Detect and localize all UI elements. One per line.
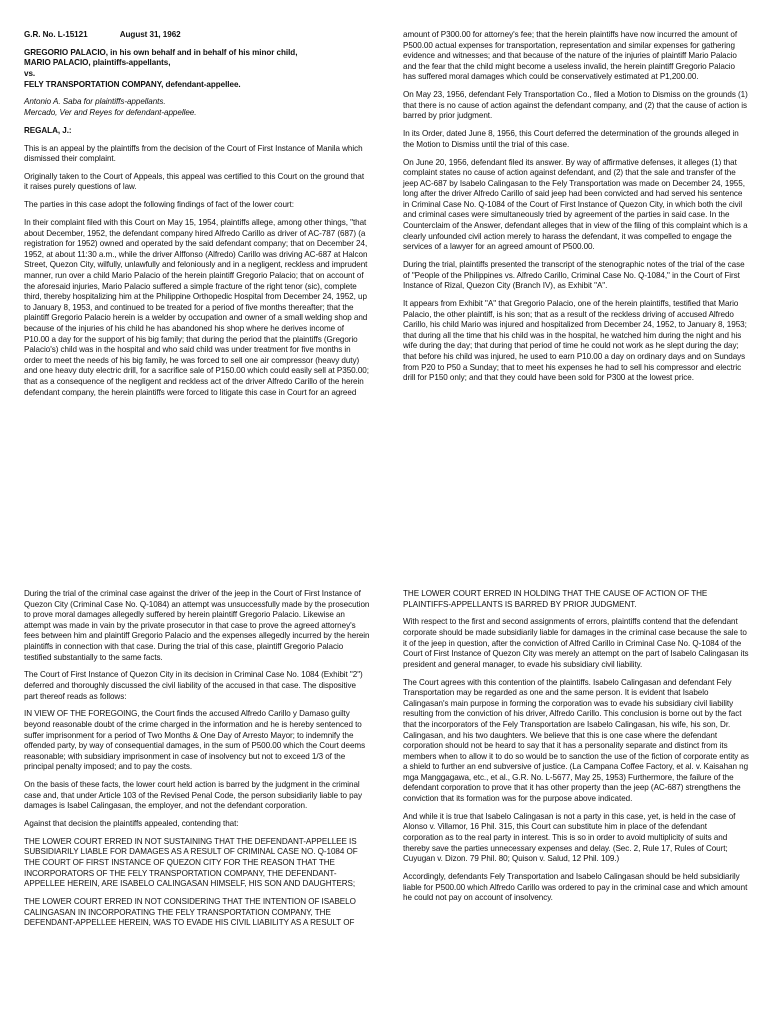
party-line: MARIO PALACIO, plaintiffs-appellants, — [24, 58, 171, 68]
paragraph: The Court of First Instance of Quezon City in its decision in Criminal Case No. 1084 (Exhibit "2") deferred and thoroughly discussed the civil liability of the accused in that case. The dispositive part thereof reads as follows: — [24, 670, 363, 701]
paragraph: THE LOWER COURT ERRED IN NOT SUSTAINING THAT THE DEFENDANT-APPELLEE IS SUBSIDIARILY LIABLE FOR DAMAGES AS A RESULT OF CRIMINAL CASE NO. Q-1084 OF THE COURT OF FIRST INSTANCE OF QUEZON CITY FOR THE REASON THAT THE INCORPORATORS OF THE FELY TRANSPORTATION COMPANY, THE DEFENDANT-APPELLEE HEREIN, ARE ISABELO CALINGASAN HIMSELF, HIS SON AND DAUGHTERS; — [24, 836, 358, 889]
paragraph: THE LOWER COURT ERRED IN HOLDING THAT THE CAUSE OF ACTION OF THE PLAINTIFFS-APPELLANTS IS BARRED BY PRIOR JUDGMENT. — [403, 589, 708, 609]
counsel-line: Antonio A. Saba for plaintiffs-appellants. — [24, 97, 166, 107]
parties-block — [24, 48, 370, 90]
top-right-column — [403, 30, 749, 391]
paragraph: The parties in this case adopt the following findings of fact of the lower court: — [24, 200, 294, 210]
paragraph: With respect to the first and second assignments of errors, plaintiffs contend that the defendant corporate should be made subsidiarily liable for damages in the criminal case because the sale to it of the jeep in question, after the conviction of Alfred Carillo in Criminal Case No. Q-1084 of the Court of First Instance of Quezon City was merely an attempt on the part of Isabelo Calingasan its president and general manager, to evade his subsidiary civil liability. — [403, 617, 749, 669]
paragraph: It appears from Exhibit "A" that Gregorio Palacio, one of the herein plaintiffs, testified that Mario Palacio, the other plaintiff, is his son; that as a result of the reckless driving of accused Alfredo Carillo, his child Mario was injured and hospitalized from December 24, 1952, to January 8, 1953; that during all the time that his child was in the hospital, he watched him during the night and his wife during the day; that during that period of time he could not work as he slept during the day; that before his child was injured, he used to earn P10.00 a day on ordinary days and on Sundays from P20 to P50 a Sunday; that to meet his expenses he had to sell his compressor and electric drill for P150 only; and that they could have been sold for P300 at the lowest price. — [403, 299, 747, 383]
paragraph: In their complaint filed with this Court on May 15, 1954, plaintiffs allege, among other things, "that about December, 1952, the defendant company hired Alfredo Carillo as driver of AC-787 (687) (a registration for 1952) owned and operated by the said defendant company; that on December 24, 1952, at about 11:30 a.m., while the driver Alffonso (Alfredo) Carillo was driving AC-687 at Halcon Street, Quezon City, wilfully, unlawfully and feloniously and in a negligent, reckless and imprudent manner, run over a child Mario Palacio of the herein plaintiff Gregorio Palacio; that on account of the aforesaid injuries, Mario Palacio suffered a simple fracture of the right tenor (sic), complete third, thereby hospitalizing him at the Philippine Orthopedic Hospital from December 24, 1952, up to January 8, 1953, and continued to be treated for a period of five months thereafter; that the plaintiff Gregorio Palacio herein is a welder by occupation and owner of a small welding shop and because of the injuries of his child he has abandoned his shop where he derives income of P10.00 a day for the support of his big family; that during the period that the plaintiffs (Gregorio Palacio's) child was in the hospital and who said child was under treatment for five months in order to meet the needs of his big family, he was forced to sell one air compressor (heavy duty) and one heavy duty electric drill, for a sacrifice sale of P150.00 which could easily sell at P350.00; that as a consequence of the negligent and reckless act of the driver Alfredo Carillo of the herein defendant company, the herein plaintiffs were forced to litigate this case in Court for an agreed — [24, 218, 369, 397]
paragraph: On May 23, 1956, defendant Fely Transportation Co., filed a Motion to Dismiss on the grounds (1) that there is no cause of action against the defendant company, and (2) that the cause of action is barred by prior judgment. — [403, 90, 748, 121]
paragraph: Against that decision the plaintiffs appealed, contending that: — [24, 819, 239, 829]
decision-date: August 31, 1962 — [119, 30, 181, 39]
paragraph: On the basis of these facts, the lower court held action is barred by the judgment in the criminal case and, that under Article 103 of the Revised Penal Code, the person subsidiarily liable to pay damages is Isabel Calingasan, the employer, and not the defendant corporation. — [24, 780, 362, 811]
party-line: FELY TRANSPORTATION COMPANY, defendant-appellee. — [24, 79, 241, 89]
paragraph: Accordingly, defendants Fely Transportation and Isabelo Calingasan should be held subsidiarily liable for P500.00 which Alfredo Carillo was ordered to pay in the criminal case and which amount he could not pay on account of insolvency. — [403, 872, 748, 903]
paragraph: In its Order, dated June 8, 1956, this Court deferred the determination of the grounds alleged in the Motion to Dismiss until the trial of this case. — [403, 129, 739, 149]
paragraph: During the trial of the criminal case against the driver of the jeep in the Court of First Instance of Quezon City (Criminal Case No. Q-1084) an attempt was unsuccessfully made by the prosecution to prove moral damages allegedly suffered by herein plaintiff Gregorio Palacio. Likewise an attempt was made in vain by the private prosecutor in that case to prove the agreed attorney's fees between him and plaintiff Gregorio Palacio and the expenses allegedly incurred by the herein plaintiffs in connection with that case. During the trial of this case, plaintiff Gregorio Palacio testified substantially to the same facts. — [24, 589, 370, 662]
paragraph: amount of P300.00 for attorney's fee; that the herein plaintiffs have now incurred the amount of P500.00 actual expenses for transportation, representation and similar expenses for gathering evidence and witnesses; and that because of the nature of the injuries of plaintiff Mario Palacio and the fear that the child might become a useless invalid, the herein plaintiff Gregorio Palacio has suffered moral damages which could be conservatively estimated at P1,200.00. — [403, 30, 738, 82]
bottom-left-column — [24, 589, 370, 936]
gr-number: G.R. No. L-15121 — [24, 30, 88, 39]
paragraph: Originally taken to the Court of Appeals, this appeal was certified to this Court on the ground that it raises purely questions of law. — [24, 171, 365, 192]
paragraph: This is an appeal by the plaintiffs from the decision of the Court of First Instance of Manila which dismissed their complaint. — [24, 143, 363, 164]
paragraph: During the trial, plaintiffs presented the transcript of the stenographic notes of the trial of the case of "People of the Philippines vs. Alfredo Carillo, Criminal Case No. Q-1084," in the Court of First Instance of Rizal, Quezon City (Branch IV), as Exhibit "A". — [403, 260, 745, 291]
paragraph: On June 20, 1956, defendant filed its answer. By way of affirmative defenses, it alleges (1) that complaint states no cause of action against defendant, and (2) that the sale and transfer of the jeep AC-687 by Isabelo Calingasan to the Fely Transportation was made on December 24, 1955, long after the driver Alfredo Carillo of said jeep had been convicted and had served his sentence in Criminal Case No. Q-1084 of the Court of First Instance of Quezon City, in which both the civil and criminal cases were simultaneously tried by agreement of the parties in said case. In the Counterclaim of the Answer, defendant alleges that in view of the filing of this complaint which is a clearly unfounded civil action merely to harass the defendant, it was compelled to engage the services of a lawyer for an agreed amount of P500.00. — [403, 157, 748, 252]
ponente: REGALA, J.: — [24, 125, 72, 135]
bottom-right-column — [403, 589, 749, 911]
page-separator — [0, 536, 768, 576]
paragraph: IN VIEW OF THE FOREGOING, the Court finds the accused Alfredo Carillo y Damaso guilty beyond reasonable doubt of the crime charged in the information and he is hereby sentenced to suffer imprisonment for a period of Two Months & One Day of Arresto Mayor; to indemnify the offended party, by way of consequential damages, in the sum of P500.00 which the Court deems reasonable; with subsidiary imprisonment in case of insolvency but not to exceed 1/3 of the principal penalty imposed; and to pay the costs. — [24, 709, 366, 772]
party-line: vs. — [24, 68, 36, 78]
paragraph: THE LOWER COURT ERRED IN NOT CONSIDERING THAT THE INTENTION OF ISABELO CALINGASAN IN INCORPORATING THE FELY TRANSPORTATION COMPANY, THE DEFENDANT-APPELLEE HEREIN, WAS TO EVADE HIS CIVIL LIABILITY AS A RESULT OF — [24, 896, 356, 928]
page-bottom — [0, 576, 768, 1024]
counsel-block — [24, 97, 370, 118]
party-line: GREGORIO PALACIO, in his own behalf and in behalf of his minor child, — [24, 47, 298, 57]
paragraph: The Court agrees with this contention of the plaintiffs. Isabelo Calingasan and defendant Fely Transportation may be regarded as one and the same person. It is evident that Isabelo Calingasan's main purpose in forming the corporation was to evade his subsidiary civil liability resulting from the conviction of his driver, Alfredo Carillo. This conclusion is borne out by the fact that the incorporators of the Fely Transportation are Isabelo Calingasan, his wife, his son, Dr. Calingasan, and his two daughters. We believe that this is one case where the defendant corporation should not be heard to say that it has a personality separate and distinct from its members when to allow it to do so would be to sanction the use of the fiction of corporate entity as a shield to further an end subversive of justice. (La Campana Coffee Factory, et al. v. Kaisahan ng mga Manggagawa, etc., et al., G.R. No. L-5677, May 25, 1953) Furthermore, the failure of the defendant corporation to prove that it has other property than the jeep (AC-687) strengthens the conviction that its formation was for the purpose above indicated. — [403, 677, 749, 804]
counsel-line: Mercado, Ver and Reyes for defendant-appellee. — [24, 107, 197, 117]
top-left-column — [24, 30, 370, 405]
case-header — [24, 30, 370, 41]
paragraph: And while it is true that Isabelo Calingasan is not a party in this case, yet, is held in the case of Alonso v. Villamor, 16 Phil. 315, this Court can substitute him in place of the defendant corporation as to the real party in interest. This is so in order to avoid multiplicity of suits and thereby save the parties unnecessary expenses and delay. (Sec. 2, Rule 17, Rules of Court; Cuyugan v. Dizon. 79 Phil. 80; Quison v. Salud, 12 Phil. 109.) — [403, 811, 736, 864]
